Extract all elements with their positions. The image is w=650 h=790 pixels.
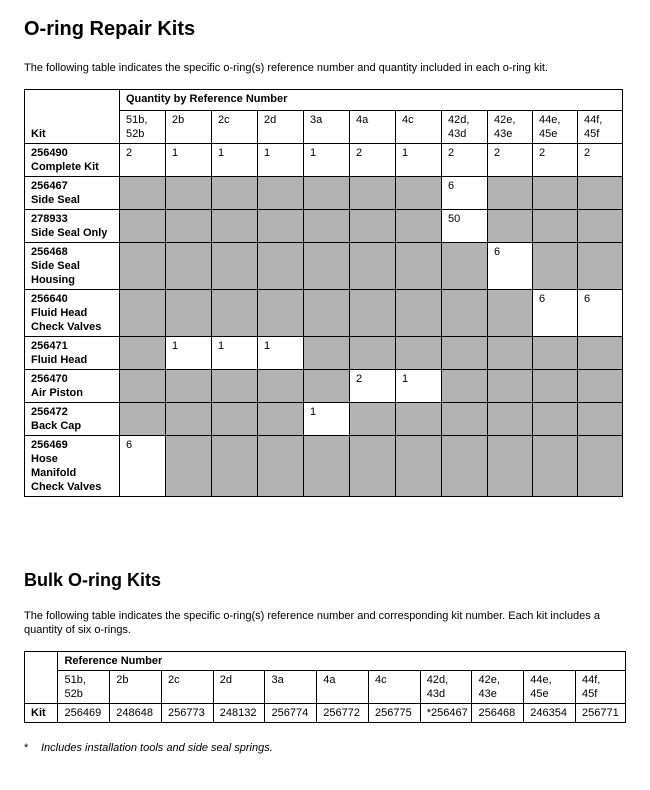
quantity-cell: 1 (304, 144, 350, 177)
cell-line: 4a (323, 674, 336, 686)
shaded-cell (258, 436, 304, 497)
repair-kits-table (24, 89, 623, 497)
bulk-intro-text: The following table indicates the specific o-ring(s) reference number and corresponding kit number. Each kit includes a quantity of six o-rings. (24, 610, 600, 636)
quantity-cell: 6 (488, 243, 533, 290)
ref-header-4a (350, 111, 396, 144)
shaded-cell (578, 177, 623, 210)
quantity-group-header: Quantity by Reference Number (120, 90, 623, 111)
shaded-cell (396, 436, 442, 497)
shaded-cell (258, 290, 304, 337)
shaded-cell (578, 210, 623, 243)
shaded-cell (120, 177, 166, 210)
cell-line: 256490 (31, 147, 68, 159)
cell-line: 4c (402, 114, 414, 126)
cell-line: Fluid Head (31, 307, 88, 319)
cell-line: 44f, (581, 674, 601, 686)
shaded-cell (120, 403, 166, 436)
cell-line: Manifold (31, 467, 77, 479)
shaded-cell (396, 210, 442, 243)
kit-name-cell (25, 337, 120, 370)
bulk-ref-header-42e (472, 671, 524, 704)
shaded-cell (578, 403, 623, 436)
shaded-cell (120, 370, 166, 403)
shaded-cell (212, 436, 258, 497)
cell-line: 2c (167, 674, 180, 686)
footnote (24, 742, 273, 754)
shaded-cell (166, 436, 212, 497)
shaded-cell (488, 337, 533, 370)
table-row (25, 436, 623, 497)
table-row (25, 144, 623, 177)
cell-line: 45f (581, 688, 598, 700)
shaded-cell (212, 243, 258, 290)
bulk-ref-header-42d (420, 671, 472, 704)
shaded-cell (488, 290, 533, 337)
quantity-cell: 1 (258, 337, 304, 370)
table-row (25, 403, 623, 436)
cell-line: 42e, (494, 114, 516, 126)
table-row (25, 210, 623, 243)
cell-line: Side Seal (31, 260, 80, 272)
bulk-ref-header-2b (110, 671, 162, 704)
quantity-cell: 1 (304, 403, 350, 436)
cell-line: 4a (356, 114, 369, 126)
bulk-kits-table (24, 651, 626, 723)
cell-line: Fluid Head (31, 354, 88, 366)
table-row (25, 290, 623, 337)
cell-line: 51b, (64, 674, 86, 686)
shaded-cell (350, 436, 396, 497)
bulk-ref-header-51b (58, 671, 110, 704)
cell-line: 2b (116, 674, 129, 686)
shaded-cell (166, 290, 212, 337)
bulk-ref-header-2d (213, 671, 265, 704)
shaded-cell (578, 337, 623, 370)
shaded-cell (578, 370, 623, 403)
shaded-cell (304, 243, 350, 290)
cell-line: Complete Kit (31, 161, 99, 173)
quantity-cell: 1 (212, 337, 258, 370)
bulk-ref-header-4a (317, 671, 369, 704)
quantity-cell: 1 (258, 144, 304, 177)
shaded-cell (166, 177, 212, 210)
shaded-cell (304, 210, 350, 243)
quantity-cell: 6 (442, 177, 488, 210)
shaded-cell (488, 177, 533, 210)
quantity-cell: 1 (166, 337, 212, 370)
page-title: O-ring Repair Kits (24, 18, 196, 40)
cell-line: 52b (126, 128, 145, 140)
shaded-cell (166, 243, 212, 290)
kit-name-cell (25, 370, 120, 403)
kit-name-cell (25, 144, 120, 177)
cell-line: Check Valves (31, 321, 102, 333)
bulk-kit-number: 256773 (161, 704, 213, 723)
cell-line: 43e (478, 688, 497, 700)
shaded-cell (166, 370, 212, 403)
shaded-cell (304, 290, 350, 337)
shaded-cell (533, 210, 578, 243)
shaded-cell (120, 337, 166, 370)
shaded-cell (578, 436, 623, 497)
shaded-cell (396, 177, 442, 210)
bulk-kit-number: 256772 (317, 704, 369, 723)
shaded-cell (166, 210, 212, 243)
cell-line: Side Seal (31, 194, 80, 206)
shaded-cell (488, 436, 533, 497)
ref-header-2c (212, 111, 258, 144)
ref-header-3a (304, 111, 350, 144)
cell-line: 44e, (539, 114, 561, 126)
bulk-section-title: Bulk O-ring Kits (24, 570, 162, 590)
quantity-cell: 1 (396, 144, 442, 177)
cell-line: 256468 (31, 246, 68, 258)
shaded-cell (488, 403, 533, 436)
shaded-cell (120, 243, 166, 290)
shaded-cell (120, 210, 166, 243)
ref-header-44f (578, 111, 623, 144)
kit-column-header: Kit (25, 90, 120, 144)
shaded-cell (350, 337, 396, 370)
cell-line: 42e, (478, 674, 500, 686)
bulk-kit-number: 256774 (265, 704, 317, 723)
ref-header-2d (258, 111, 304, 144)
shaded-cell (212, 210, 258, 243)
shaded-cell (258, 370, 304, 403)
shaded-cell (350, 210, 396, 243)
shaded-cell (350, 403, 396, 436)
bulk-corner-cell (25, 652, 58, 704)
shaded-cell (304, 370, 350, 403)
shaded-cell (533, 243, 578, 290)
shaded-cell (212, 403, 258, 436)
shaded-cell (350, 243, 396, 290)
cell-line: 256467 (31, 180, 68, 192)
shaded-cell (533, 177, 578, 210)
kit-name-cell (25, 436, 120, 497)
shaded-cell (533, 370, 578, 403)
cell-line: 45f (584, 128, 600, 140)
cell-line: 256472 (31, 406, 68, 418)
cell-line: 3a (271, 674, 284, 686)
quantity-cell: 6 (578, 290, 623, 337)
quantity-cell: 2 (488, 144, 533, 177)
cell-line: 45e (539, 128, 558, 140)
cell-line: 2d (264, 114, 277, 126)
cell-line: 52b (64, 688, 83, 700)
cell-line: 4c (374, 674, 387, 686)
kit-name-cell (25, 177, 120, 210)
cell-line: Check Valves (31, 481, 102, 493)
bulk-ref-header-3a (265, 671, 317, 704)
shaded-cell (442, 436, 488, 497)
shaded-cell (258, 243, 304, 290)
kit-name-cell (25, 403, 120, 436)
cell-line: 256471 (31, 340, 68, 352)
shaded-cell (442, 337, 488, 370)
cell-line: 43d (448, 128, 467, 140)
cell-line: 42d, (426, 674, 449, 686)
cell-line: Housing (31, 274, 75, 286)
quantity-cell: 2 (120, 144, 166, 177)
cell-line: Air Piston (31, 387, 83, 399)
bulk-kit-number: 256771 (575, 704, 625, 723)
kits-intro-text: The following table indicates the specific o-ring(s) reference number and quantity included in each o-ring kit. (24, 62, 549, 74)
reference-group-header: Reference Number (58, 652, 626, 671)
cell-line: 44e, (530, 674, 552, 686)
bulk-reference-header-row (25, 671, 626, 704)
cell-line: 256469 (31, 439, 68, 451)
shaded-cell (304, 177, 350, 210)
quantity-cell: 2 (442, 144, 488, 177)
shaded-cell (396, 290, 442, 337)
shaded-cell (442, 403, 488, 436)
shaded-cell (258, 210, 304, 243)
shaded-cell (258, 177, 304, 210)
bulk-kit-number: 248132 (213, 704, 265, 723)
shaded-cell (533, 436, 578, 497)
shaded-cell (350, 290, 396, 337)
bulk-kit-number: 256469 (58, 704, 110, 723)
shaded-cell (304, 436, 350, 497)
shaded-cell (212, 177, 258, 210)
kits-table-body (25, 144, 623, 497)
bulk-kit-number: 248648 (110, 704, 162, 723)
ref-header-2b (166, 111, 212, 144)
cell-line: 44f, (584, 114, 603, 126)
shaded-cell (533, 403, 578, 436)
cell-line: 43d (426, 688, 446, 700)
quantity-cell: 2 (350, 370, 396, 403)
shaded-cell (396, 337, 442, 370)
ref-header-44e (533, 111, 578, 144)
shaded-cell (396, 403, 442, 436)
bulk-kit-number: 256468 (472, 704, 524, 723)
quantity-cell: 6 (120, 436, 166, 497)
ref-header-42e (488, 111, 533, 144)
cell-line: 45e (530, 688, 549, 700)
shaded-cell (166, 403, 212, 436)
table-row (25, 370, 623, 403)
shaded-cell (350, 177, 396, 210)
cell-line: 51b, (126, 114, 148, 126)
table-row (25, 177, 623, 210)
cell-line: 43e (494, 128, 513, 140)
cell-line: Back Cap (31, 420, 82, 432)
bulk-kit-number: 246354 (524, 704, 576, 723)
table-row (25, 337, 623, 370)
table-row (25, 243, 623, 290)
quantity-cell: 50 (442, 210, 488, 243)
ref-header-42d (442, 111, 488, 144)
cell-line: 278933 (31, 213, 68, 225)
shaded-cell (258, 403, 304, 436)
quantity-cell: 1 (212, 144, 258, 177)
bulk-kit-number: 256775 (368, 704, 420, 723)
bulk-ref-header-44e (524, 671, 576, 704)
bulk-ref-header-4c (368, 671, 420, 704)
bulk-kit-label: Kit (25, 704, 58, 723)
cell-line: 2b (172, 114, 185, 126)
shaded-cell (212, 370, 258, 403)
quantity-cell: 1 (396, 370, 442, 403)
quantity-cell: 2 (350, 144, 396, 177)
ref-header-4c (396, 111, 442, 144)
bulk-ref-header-44f (575, 671, 625, 704)
bulk-kit-row (25, 704, 626, 723)
quantity-cell: 2 (578, 144, 623, 177)
kit-name-cell (25, 290, 120, 337)
cell-line: 256640 (31, 293, 68, 305)
cell-line: Side Seal Only (31, 227, 108, 239)
cell-line: 3a (310, 114, 323, 126)
shaded-cell (120, 290, 166, 337)
quantity-cell: 1 (166, 144, 212, 177)
kit-name-cell (25, 243, 120, 290)
shaded-cell (488, 370, 533, 403)
footnote-text: Includes installation tools and side seal springs. (41, 742, 273, 754)
shaded-cell (533, 337, 578, 370)
shaded-cell (304, 337, 350, 370)
cell-line: 2d (219, 674, 232, 686)
cell-line: 2c (218, 114, 230, 126)
shaded-cell (442, 243, 488, 290)
quantity-cell: 6 (533, 290, 578, 337)
shaded-cell (212, 290, 258, 337)
bulk-kit-number: *256467 (420, 704, 472, 723)
cell-line: 256470 (31, 373, 68, 385)
footnote-marker: * (24, 742, 29, 754)
quantity-cell: 2 (533, 144, 578, 177)
cell-line: Hose (31, 453, 58, 465)
bulk-ref-header-2c (161, 671, 213, 704)
shaded-cell (488, 210, 533, 243)
shaded-cell (578, 243, 623, 290)
shaded-cell (442, 370, 488, 403)
shaded-cell (396, 243, 442, 290)
kit-name-cell (25, 210, 120, 243)
ref-header-51b (120, 111, 166, 144)
cell-line: 42d, (448, 114, 470, 126)
shaded-cell (442, 290, 488, 337)
